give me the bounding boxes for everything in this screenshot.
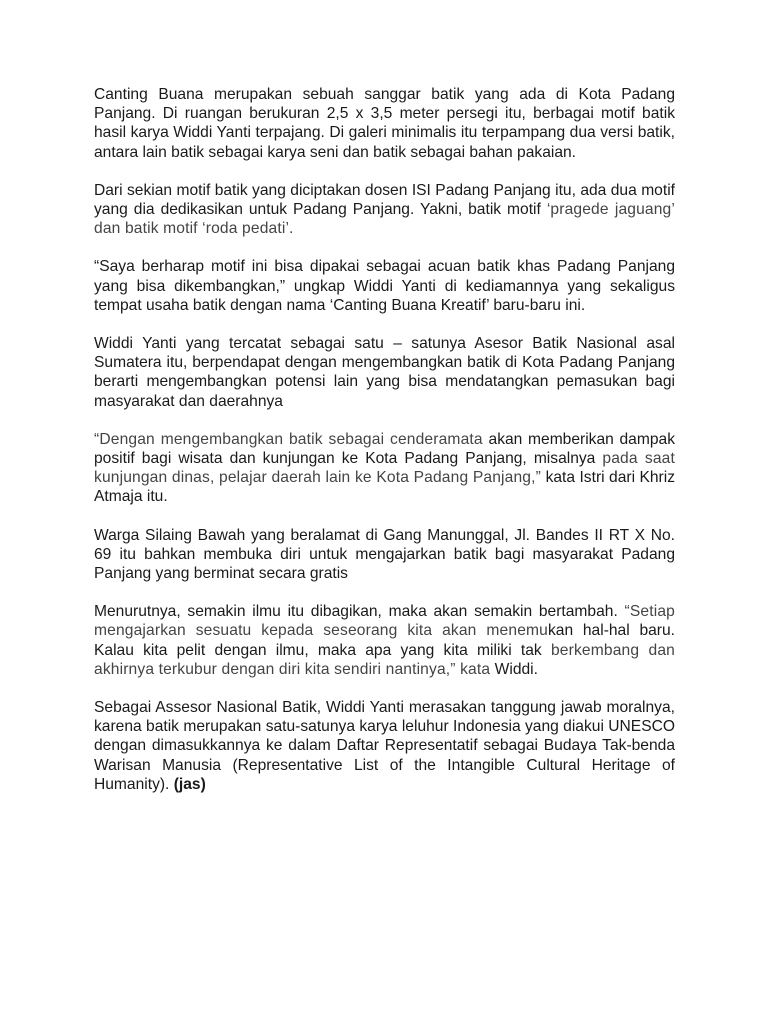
- paragraph-4: [94, 334, 675, 411]
- paragraph-text: Warga Silaing Bawah yang beralamat di Gang Manunggal, Jl. Bandes II RT X No. 69 itu bahkan membuka diri untuk mengajarkan batik bagi masyarakat Padang Panjang yang berminat secara gratis: [94, 526, 675, 583]
- paragraph-text: Widdi Yanti yang tercatat sebagai satu – satunya Asesor Batik Nasional asal Sumatera itu, berpendapat dengan mengembangkan batik di Kota Padang Panjang berarti mengembangkan potensi lain yang bisa mendatangkan pemasukan bagi masyarakat dan daerahnya: [94, 335, 675, 410]
- paragraph-text: Sebagai Assesor Nasional Batik, Widdi Yanti merasakan tanggung jawab moralnya, karena batik merupakan satu-satunya karya leluhur Indonesia yang diakui UNESCO dengan dimasukkannya ke dalam Daftar Representatif sebagai Budaya Tak-benda Warisan Manusia (Representative List of the Intangible Cultural Heritage of Humanity).: [94, 699, 675, 793]
- paragraph-1: [94, 85, 675, 162]
- paragraph-7: [94, 602, 675, 679]
- paragraph-2: [94, 181, 675, 239]
- paragraph-text: Menurutnya, semakin ilmu itu dibagikan, maka akan semakin bertambah.: [94, 603, 625, 621]
- author-initials: (jas): [173, 775, 206, 793]
- paragraph-5: [94, 430, 675, 507]
- paragraph-text-light: ‘pragede jaguang’ dan batik motif ‘roda pedati’.: [94, 201, 675, 238]
- paragraph-text: kata Istri dari Khriz Atmaja itu.: [94, 469, 676, 506]
- paragraph-text-light: “Dengan mengembangkan batik sebagai cenderamata: [94, 430, 489, 448]
- paragraph-text-light: “Setiap mengajarkan sesuatu kepada seseorang kita akan menemu: [94, 603, 675, 640]
- paragraph-text: “Saya berharap motif ini bisa dipakai sebagai acuan batik khas Padang Panjang yang bisa dikembangkan,” ungkap Widdi Yanti di kediamannya yang sekaligus tempat usaha batik dengan nama ‘Canting Buana Kreatif’ baru-baru ini.: [94, 258, 675, 314]
- paragraph-text: Dari sekian motif batik yang diciptakan dosen ISI Padang Panjang itu, ada dua motif yang dia dedikasikan untuk Padang Panjang. Yakni, batik motif: [94, 181, 675, 219]
- paragraph-text-light: berkembang dan akhirnya terkubur dengan diri kita sendiri nantinya,” kata: [94, 641, 676, 678]
- paragraph-6: [94, 526, 675, 584]
- paragraph-text: Canting Buana merupakan sebuah sanggar batik yang ada di Kota Padang Panjang. Di ruangan berukuran 2,5 x 3,5 meter persegi itu, berbagai motif batik hasil karya Widdi Yanti terpajang. Di galeri minimalis itu terpampang dua versi batik, antara lain batik sebagai karya seni dan batik sebagai bahan pakaian.: [94, 86, 675, 161]
- paragraph-3: [94, 257, 675, 315]
- paragraph-text: akan memberikan dampak positif bagi wisata dan kunjungan ke Kota Padang Panjang, misalnya: [94, 430, 675, 468]
- paragraph-8: [94, 698, 675, 794]
- paragraph-text: Widdi.: [494, 660, 538, 678]
- paragraph-text-light: pada saat kunjungan dinas, pelajar daerah lain ke Kota Padang Panjang,”: [94, 450, 675, 487]
- document-page: [94, 85, 675, 813]
- paragraph-text: kan hal-hal baru. Kalau kita pelit dengan ilmu, maka apa yang kita miliki tak: [94, 622, 675, 659]
